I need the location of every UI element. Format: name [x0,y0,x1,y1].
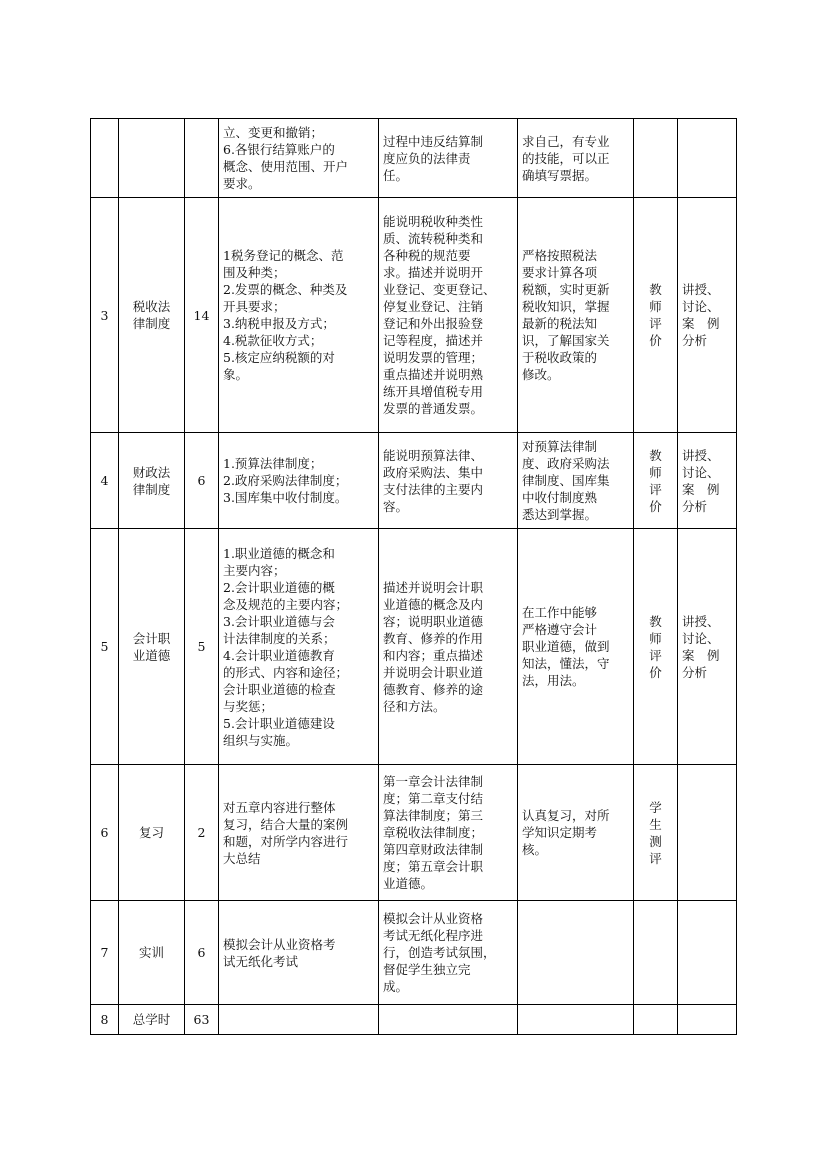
content-line: 会计职业道德的检查 [223,681,336,697]
goals-line: 说明发票的管理； [383,350,484,365]
content-line: 5.核定应纳税额的对 [223,350,335,365]
evaluation-line: 教 [649,282,662,297]
quality-line: 度、政府采购法 [522,456,610,471]
quality-line: 税额，实时更新 [522,282,610,297]
hours-cell [185,119,219,198]
table-row [91,198,737,433]
content-line: 象。 [223,367,249,382]
content-line: 6.各银行结算账户的 [223,142,335,157]
goals-line: 度应负的法律责 [383,150,471,166]
table-row [91,433,737,529]
method-line: 案 例 [682,316,720,331]
content-cell [219,433,379,529]
hours-cell: 14 [185,198,219,433]
method-line: 讲授、 [682,447,720,463]
quality-line: 中收付制度熟 [522,490,598,505]
method-line: 讲授、 [682,613,720,629]
evaluation-cell [634,765,678,901]
quality-line: 确填写票据。 [522,167,598,183]
quality-line: 严格按照税法 [522,248,598,263]
content-line: 的形式、内容和途径； [223,664,349,680]
module-name-line: 业道德 [132,647,171,663]
content-line: 1.职业道德的概念和 [223,545,335,561]
goals-line: 业登记、变更登记、 [383,282,496,297]
quality-line: 法，用法。 [522,673,585,688]
row-number-cell: 7 [91,901,119,1005]
quality-cell [518,901,634,1005]
goals-line: 求。描述并说明开 [383,265,484,280]
evaluation-cell [634,119,678,198]
quality-cell [518,433,634,529]
evaluation-line: 学 [649,799,662,815]
quality-line: 严格遵守会计 [522,622,598,637]
hours-cell: 5 [185,529,219,765]
content-line: 与奖惩； [223,698,274,714]
content-cell [219,119,379,198]
quality-cell [518,198,634,433]
method-cell [678,1005,737,1035]
evaluation-line: 测 [649,833,662,849]
module-name-cell [119,119,185,198]
course-schedule-table [90,118,737,1035]
goals-line: 度；第二章支付结 [383,791,484,806]
row-number-cell: 4 [91,433,119,529]
method-line: 分析 [682,333,708,348]
content-line: 2.政府采购法律制度； [223,473,348,488]
content-cell [219,529,379,765]
goals-line: 能说明预算法律、 [383,447,484,463]
content-line: 1税务登记的概念、范 [223,248,344,263]
content-line: 立、变更和撤销； [223,125,324,140]
method-line: 讲授、 [682,282,720,297]
goals-line: 重点描述并说明熟 [383,367,484,382]
evaluation-line: 价 [649,664,662,680]
quality-line: 对预算法律制 [522,439,598,454]
goals-line: 能说明税收种类性 [383,214,484,229]
content-line: 2.会计职业道德的概 [223,579,335,595]
quality-line: 认真复习，对所 [522,808,610,823]
module-name-line: 财政法 [132,464,171,480]
content-cell [219,765,379,901]
evaluation-line: 价 [649,333,662,348]
goals-line: 停复业登记、注销 [383,299,484,314]
content-line: 开具要求； [223,299,286,314]
evaluation-line: 师 [649,630,662,646]
content-line: 念及规范的主要内容； [223,596,349,612]
content-line: 主要内容； [223,562,286,578]
goals-line: 业道德。 [383,876,434,891]
content-line: 要求。 [223,176,261,191]
quality-line: 学知识定期考 [522,825,598,840]
goals-line: 记等程度，描述并 [383,333,484,348]
method-line: 讨论、 [682,464,720,480]
goals-line: 和内容；重点描述 [383,647,484,663]
content-line: 概念、使用范围、开户 [223,159,349,174]
method-cell [678,433,737,529]
content-line: 大总结 [223,850,261,866]
goals-line: 练开具增值税专用 [383,384,484,399]
method-line: 讨论、 [682,630,720,646]
quality-line: 最新的税法知 [522,316,598,331]
row-number-cell: 6 [91,765,119,901]
hours-cell: 2 [185,765,219,901]
goals-line: 容；说明职业道德 [383,613,484,629]
evaluation-cell [634,198,678,433]
quality-line: 悉达到掌握。 [522,507,598,522]
evaluation-line: 教 [649,613,662,629]
table-row [91,119,737,198]
goals-line: 督促学生独立完 [383,962,471,977]
goals-cell [379,433,518,529]
module-name-cell [119,901,185,1005]
method-cell [678,765,737,901]
content-line: 2.发票的概念、种类及 [223,282,348,297]
content-line: 模拟会计从业资格考 [223,936,336,952]
content-line: 试无纸化考试 [223,953,299,969]
evaluation-cell [634,901,678,1005]
hours-cell: 6 [185,433,219,529]
goals-cell [379,1005,518,1035]
table-row [91,1005,737,1035]
module-name-cell [119,433,185,529]
method-cell [678,901,737,1005]
evaluation-line: 师 [649,299,662,314]
row-number-cell: 3 [91,198,119,433]
evaluation-cell [634,433,678,529]
module-name-line: 复习 [138,825,164,840]
goals-line: 业道德的概念及内 [383,596,484,612]
quality-line: 职业道德，做到 [522,639,610,654]
module-name-cell [119,529,185,765]
goals-line: 过程中违反结算制 [383,133,484,149]
method-line: 分析 [682,664,708,680]
method-line: 案 例 [682,647,720,663]
quality-cell [518,765,634,901]
content-line: 4.会计职业道德教育 [223,647,335,663]
table-row [91,901,737,1005]
goals-line: 教育、修养的作用 [383,630,484,646]
evaluation-line: 评 [649,481,662,497]
goals-line: 径和方法。 [383,698,446,714]
goals-line: 度；第五章会计职 [383,859,484,874]
content-line: 围及种类； [223,265,286,280]
quality-line: 律制度、国库集 [522,473,610,488]
goals-line: 德教育、修养的途 [383,681,484,697]
row-number-cell: 5 [91,529,119,765]
goals-line: 容。 [383,498,409,514]
module-name-line: 实训 [138,945,164,960]
quality-line: 在工作中能够 [522,605,598,620]
module-name-cell [119,765,185,901]
goals-line: 支付法律的主要内 [383,481,484,497]
goals-cell [379,119,518,198]
quality-line: 税收知识，掌握 [522,299,610,314]
goals-line: 政府采购法、集中 [383,464,484,480]
method-cell [678,198,737,433]
module-name-line: 律制度 [132,481,171,497]
content-cell [219,901,379,1005]
evaluation-cell [634,529,678,765]
content-line: 4.税款征收方式； [223,333,323,348]
evaluation-line: 师 [649,464,662,480]
module-name-line: 税收法 [132,299,171,314]
module-name-line: 总学时 [132,1012,171,1027]
quality-line: 知法，懂法，守 [522,656,610,671]
content-cell [219,1005,379,1035]
module-name-cell [119,1005,185,1035]
evaluation-line: 教 [649,447,662,463]
module-name-cell [119,198,185,433]
quality-line: 于税收政策的 [522,350,598,365]
content-line: 组织与实施。 [223,732,299,748]
goals-line: 登记和外出报验登 [383,316,484,331]
method-line: 讨论、 [682,299,720,314]
row-number-cell [91,119,119,198]
quality-cell [518,1005,634,1035]
content-line: 计法律制度的关系； [223,630,336,646]
content-line: 1.预算法律制度； [223,456,323,471]
table-row [91,765,737,901]
goals-line: 各种税的规范要 [383,248,471,263]
content-line: 3.纳税申报及方式； [223,316,335,331]
goals-line: 任。 [383,167,409,183]
goals-line: 第四章财政法律制 [383,842,484,857]
method-line: 案 例 [682,481,720,497]
goals-line: 描述并说明会计职 [383,579,484,595]
goals-line: 第一章会计法律制 [383,774,484,789]
content-line: 3.国库集中收付制度。 [223,490,348,505]
quality-line: 要求计算各项 [522,265,598,280]
goals-line: 行，创造考试氛围， [383,945,496,960]
module-name-line: 会计职 [132,630,171,646]
hours-cell: 63 [185,1005,219,1035]
evaluation-line: 评 [649,647,662,663]
content-line: 复习，结合大量的案例 [223,816,349,832]
quality-line: 核。 [522,842,548,857]
quality-line: 求自己，有专业 [522,133,610,149]
content-line: 对五章内容进行整体 [223,799,336,815]
goals-cell [379,198,518,433]
goals-line: 发票的普通发票。 [383,401,484,416]
table-row [91,529,737,765]
goals-line: 质、流转税种类和 [383,231,484,246]
quality-line: 的技能，可以正 [522,150,610,166]
row-number-cell: 8 [91,1005,119,1035]
content-cell [219,198,379,433]
quality-line: 识，了解国家关 [522,333,610,348]
goals-line: 考试无纸化程序进 [383,928,484,943]
module-name-line: 律制度 [132,316,171,331]
method-line: 分析 [682,498,708,514]
goals-cell [379,901,518,1005]
goals-line: 算法律制度；第三 [383,808,484,823]
content-line: 和题，对所学内容进行 [223,833,349,849]
goals-cell [379,529,518,765]
goals-line: 成。 [383,979,409,994]
quality-line: 修改。 [522,367,560,382]
method-cell [678,119,737,198]
goals-line: 并说明会计职业道 [383,664,484,680]
quality-cell [518,529,634,765]
evaluation-line: 评 [649,316,662,331]
goals-cell [379,765,518,901]
evaluation-line: 评 [649,850,662,866]
goals-line: 章税收法律制度； [383,825,484,840]
evaluation-line: 生 [649,816,662,832]
content-line: 5.会计职业道德建设 [223,715,335,731]
evaluation-cell [634,1005,678,1035]
method-cell [678,529,737,765]
goals-line: 模拟会计从业资格 [383,911,484,926]
quality-cell [518,119,634,198]
content-line: 3.会计职业道德与会 [223,613,335,629]
evaluation-line: 价 [649,498,662,514]
hours-cell: 6 [185,901,219,1005]
